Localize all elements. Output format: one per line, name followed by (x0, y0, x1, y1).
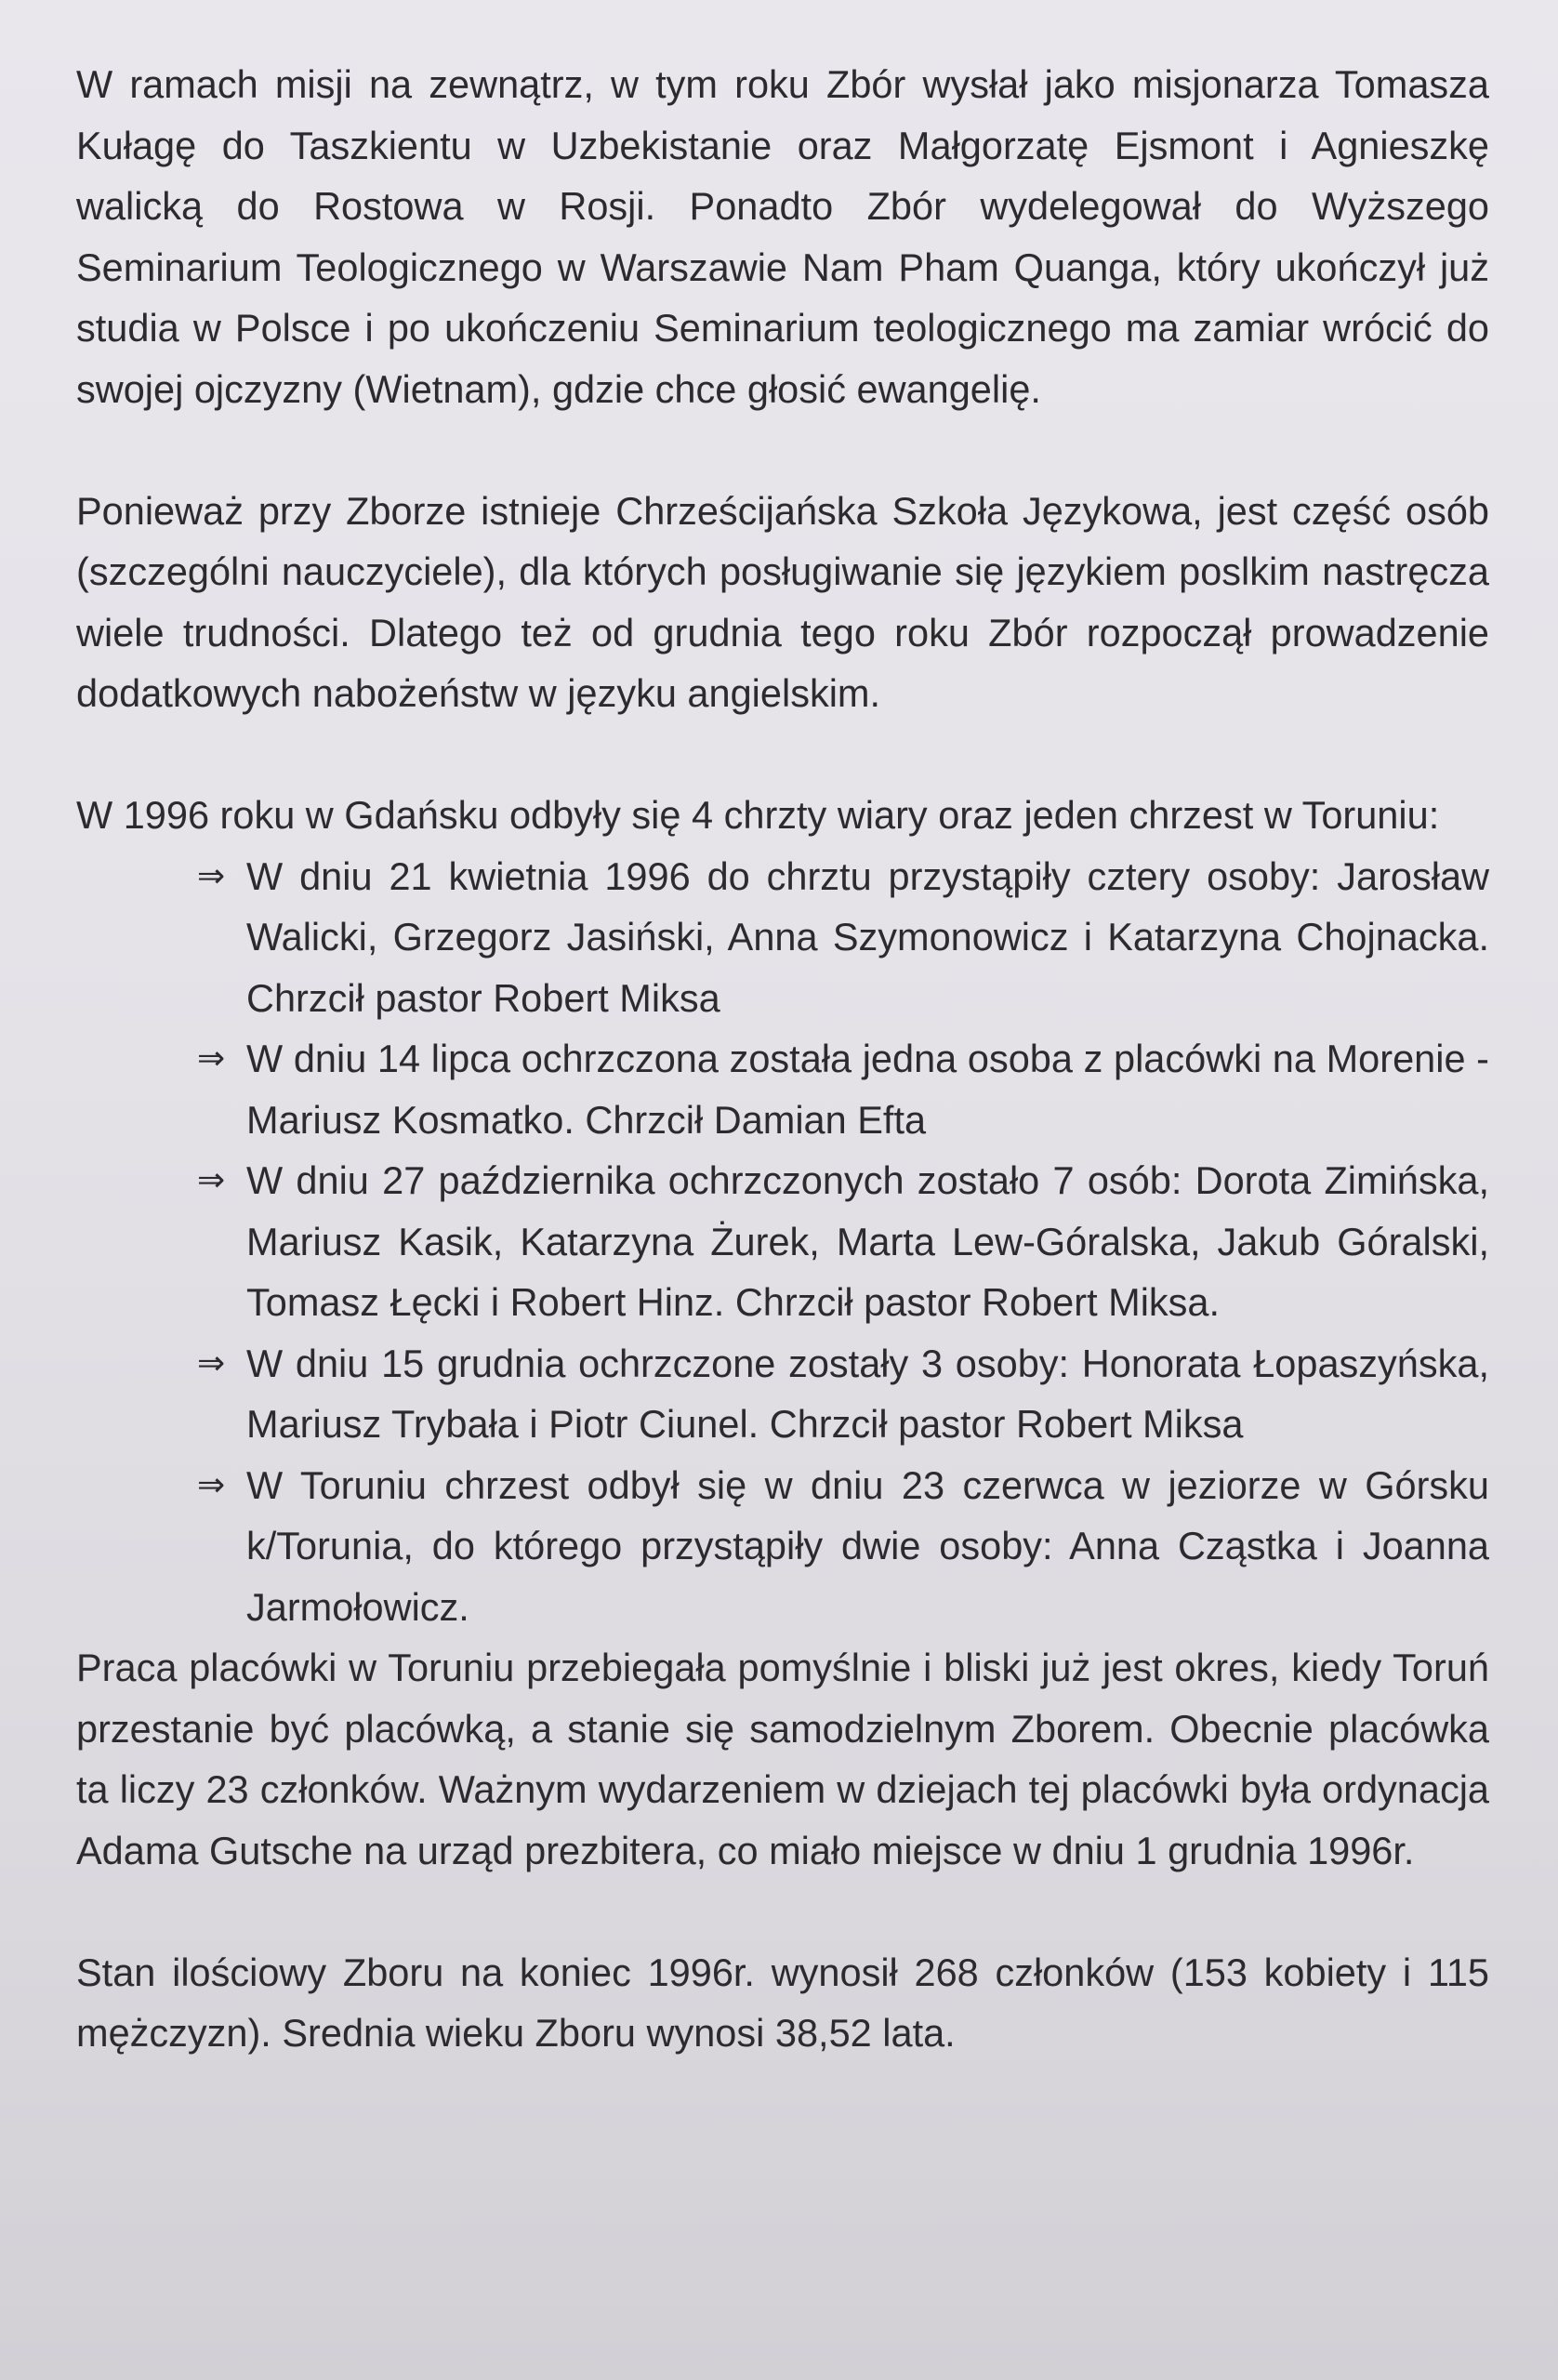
paragraph-language-school: Ponieważ przy Zborze istnieje Chrześcijańska Szkoła Językowa, jest część osób (szczególni nauczyciele), dla których posługiwanie się językiem poslkim nastręcza wiele trudności. Dlatego też od grudnia tego roku Zbór rozpoczął prowadzenie dodatkowych nabożeństw w języku angielskim. (76, 488, 1489, 715)
baptism-list (76, 846, 1489, 1638)
double-arrow-icon: ⇒ (197, 1039, 226, 1078)
paragraph-gap (76, 1881, 1489, 1942)
list-item (197, 1333, 1489, 1455)
list-item (197, 1150, 1489, 1333)
list-item-text: W dniu 27 października ochrzczonych zostało 7 osób: Dorota Zimińska, Mariusz Kasik, Katarzyna Żurek, Marta Lew-Góralska, Jakub Góralski, Tomasz Łęcki i Robert Hinz. Chrzcił pastor Robert Miksa. (246, 1158, 1489, 1324)
list-item-text: W dniu 14 lipca ochrzczona została jedna osoba z placówki na Morenie - Mariusz Kosmatko. Chrzcił Damian Efta (246, 1037, 1489, 1142)
list-item (197, 846, 1489, 1029)
paragraph-baptisms-intro: W 1996 roku w Gdańsku odbyły się 4 chrzty wiary oraz jeden chrzest w Toruniu: (76, 793, 1440, 837)
list-item (197, 1028, 1489, 1150)
list-item-text: W Toruniu chrzest odbył się w dniu 23 czerwca w jeziorze w Górsku k/Torunia, do którego przystąpiły dwie osoby: Anna Cząstka i Joanna Jarmołowicz. (246, 1462, 1489, 1629)
paragraph-torun-outpost: Praca placówki w Toruniu przebiegała pomyślnie i bliski już jest okres, kiedy Toruń przestanie być placówką, a stanie się samodzielnym Zborem. Obecnie placówka ta liczy 23 członków. Ważnym wydarzeniem w dziejach tej placówki była ordynacja Adama Gutsche na urząd prezbitera, co miało miejsce w dniu 1 grudnia 1996r. (76, 1646, 1489, 1872)
paragraph-membership-stats: Stan ilościowy Zboru na koniec 1996r. wynosił 268 członków (153 kobiety i 115 mężczyzn). Srednia wieku Zboru wynosi 38,52 lata. (76, 1950, 1489, 2055)
list-item-text: W dniu 21 kwietnia 1996 do chrztu przystąpiły cztery osoby: Jarosław Walicki, Grzegorz Jasiński, Anna Szymonowicz i Katarzyna Chojnacka. Chrzcił pastor Robert Miksa (246, 853, 1489, 1020)
paragraph-gap (76, 724, 1489, 786)
document-page (76, 54, 1489, 2064)
double-arrow-icon: ⇒ (197, 1343, 226, 1382)
list-item (197, 1455, 1489, 1638)
paragraph-gap (76, 419, 1489, 481)
paragraph-mission: W ramach misji na zewnątrz, w tym roku Zbór wysłał jako misjonarza Tomasza Kułagę do Taszkientu w Uzbekistanie oraz Małgorzatę Ejsmont i Agnieszkę walicką do Rostowa w Rosji. Ponadto Zbór wydelegował do Wyższego Seminarium Teologicznego w Warszawie Nam Pham Quanga, który ukończył już studia w Polsce i po ukończeniu Seminarium teologicznego ma zamiar wrócić do swojej ojczyzny (Wietnam), gdzie chce głosić ewangelię. (76, 62, 1489, 411)
double-arrow-icon: ⇒ (197, 1161, 226, 1199)
list-item-text: W dniu 15 grudnia ochrzczone zostały 3 osoby: Honorata Łopaszyńska, Mariusz Trybała i Piotr Ciunel. Chrzcił pastor Robert Miksa (246, 1341, 1489, 1446)
double-arrow-icon: ⇒ (197, 856, 226, 895)
double-arrow-icon: ⇒ (197, 1465, 226, 1504)
